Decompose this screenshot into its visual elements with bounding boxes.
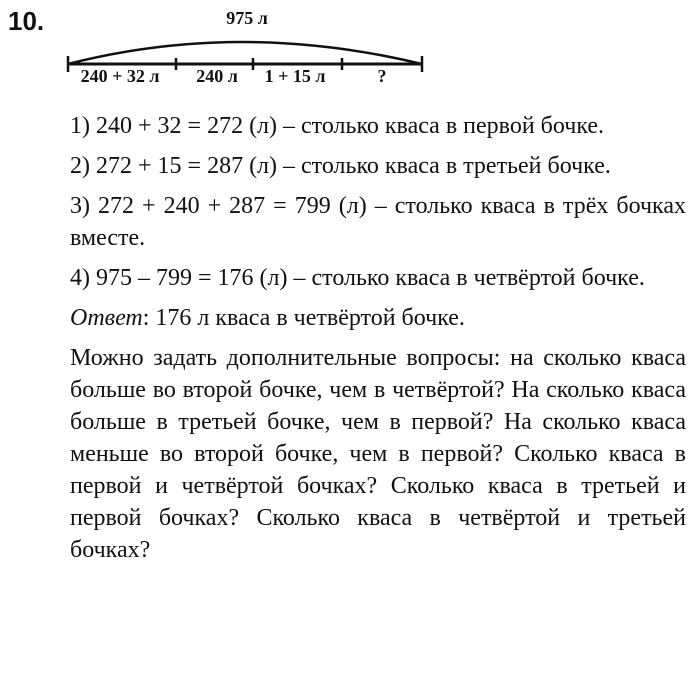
total-brace-arc — [68, 42, 422, 64]
additional-questions: Можно задать дополнительные вопросы: на сколько кваса больше во второй бочке, чем в четвёртой? На сколько кваса больше в третьей бочке, чем в первой? На сколько кваса меньше во второй бочке, чем в первой? Сколько кваса в первой и четвёртой бочках? Сколько кваса в третьей и первой бочках? Сколько кваса в четвёртой и третьей бочках? — [70, 345, 686, 563]
solution-text — [70, 110, 686, 574]
solution-step-3: 3) 272 + 240 + 287 = 799 (л) – столько кваса в трёх бочках вместе. — [70, 193, 686, 251]
solution-step-2: 2) 272 + 15 = 287 (л) – столько кваса в третьей бочке. — [70, 153, 611, 179]
total-label: 975 л — [226, 8, 268, 28]
solution-step-1: 1) 240 + 32 = 272 (л) – столько кваса в первой бочке. — [70, 113, 605, 139]
answer-label: Ответ — [70, 305, 143, 331]
segment-label-2: 240 л — [196, 66, 238, 86]
segment-label-3: 1 + 15 л — [264, 66, 326, 86]
answer-text: : 176 л кваса в четвёртой бочке. — [142, 305, 465, 331]
segment-label-4: ? — [377, 66, 387, 86]
task-number: 10. — [8, 6, 45, 36]
solution-step-4: 4) 975 – 799 = 176 (л) – столько кваса в четвёртой бочке. — [70, 265, 645, 291]
segment-label-1: 240 + 32 л — [80, 66, 160, 86]
answer-line — [70, 302, 686, 334]
segment-diagram — [60, 6, 440, 90]
